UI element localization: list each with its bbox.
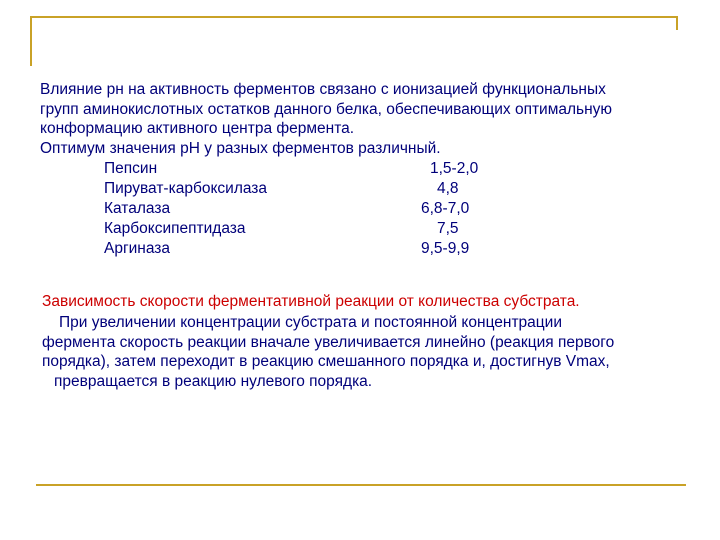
enzyme-name: Пируват-карбоксилаза (104, 180, 268, 197)
enzyme-ph: 9,5-9,9 (421, 240, 470, 257)
enzyme-ph: 4,8 (437, 180, 459, 197)
intro-paragraph (40, 80, 710, 139)
optimum-title: Оптимум значения рН у разных ферментов различный. (40, 140, 441, 157)
intro-line-2: групп аминокислотных остатков данного белка, обеспечивающих оптимальную (40, 100, 613, 118)
enzyme-ph: 1,5-2,0 (430, 160, 479, 177)
substrate-paragraph (42, 313, 712, 391)
enzyme-ph: 6,8-7,0 (421, 200, 470, 217)
substrate-line-4: превращается в реакцию нулевого порядка. (54, 372, 373, 390)
substrate-heading: Зависимость скорости ферментативной реакции от количества субстрата. (42, 293, 580, 310)
frame-top-line (30, 16, 678, 18)
enzyme-ph: 7,5 (437, 220, 459, 237)
intro-line-1: Влияние рн на активность ферментов связано с ионизацией функциональных (40, 81, 606, 98)
substrate-line-2: фермента скорость реакции вначале увеличивается линейно (реакция первого (42, 333, 615, 351)
frame-left-line (30, 16, 32, 66)
substrate-line-3: порядка), затем переходит в реакцию смешанного порядка и, достигнув Vmax, (42, 353, 610, 370)
enzyme-name: Карбоксипептидаза (104, 220, 246, 237)
enzyme-name: Пепсин (104, 160, 158, 177)
substrate-line-1: При увеличении концентрации субстрата и постоянной концентрации (59, 314, 562, 331)
frame-right-line (676, 16, 678, 30)
intro-line-3: конформацию активного центра фермента. (40, 120, 355, 137)
frame-bottom-line (36, 484, 686, 486)
enzyme-name: Аргиназа (104, 240, 171, 257)
enzyme-name: Каталаза (104, 200, 171, 217)
